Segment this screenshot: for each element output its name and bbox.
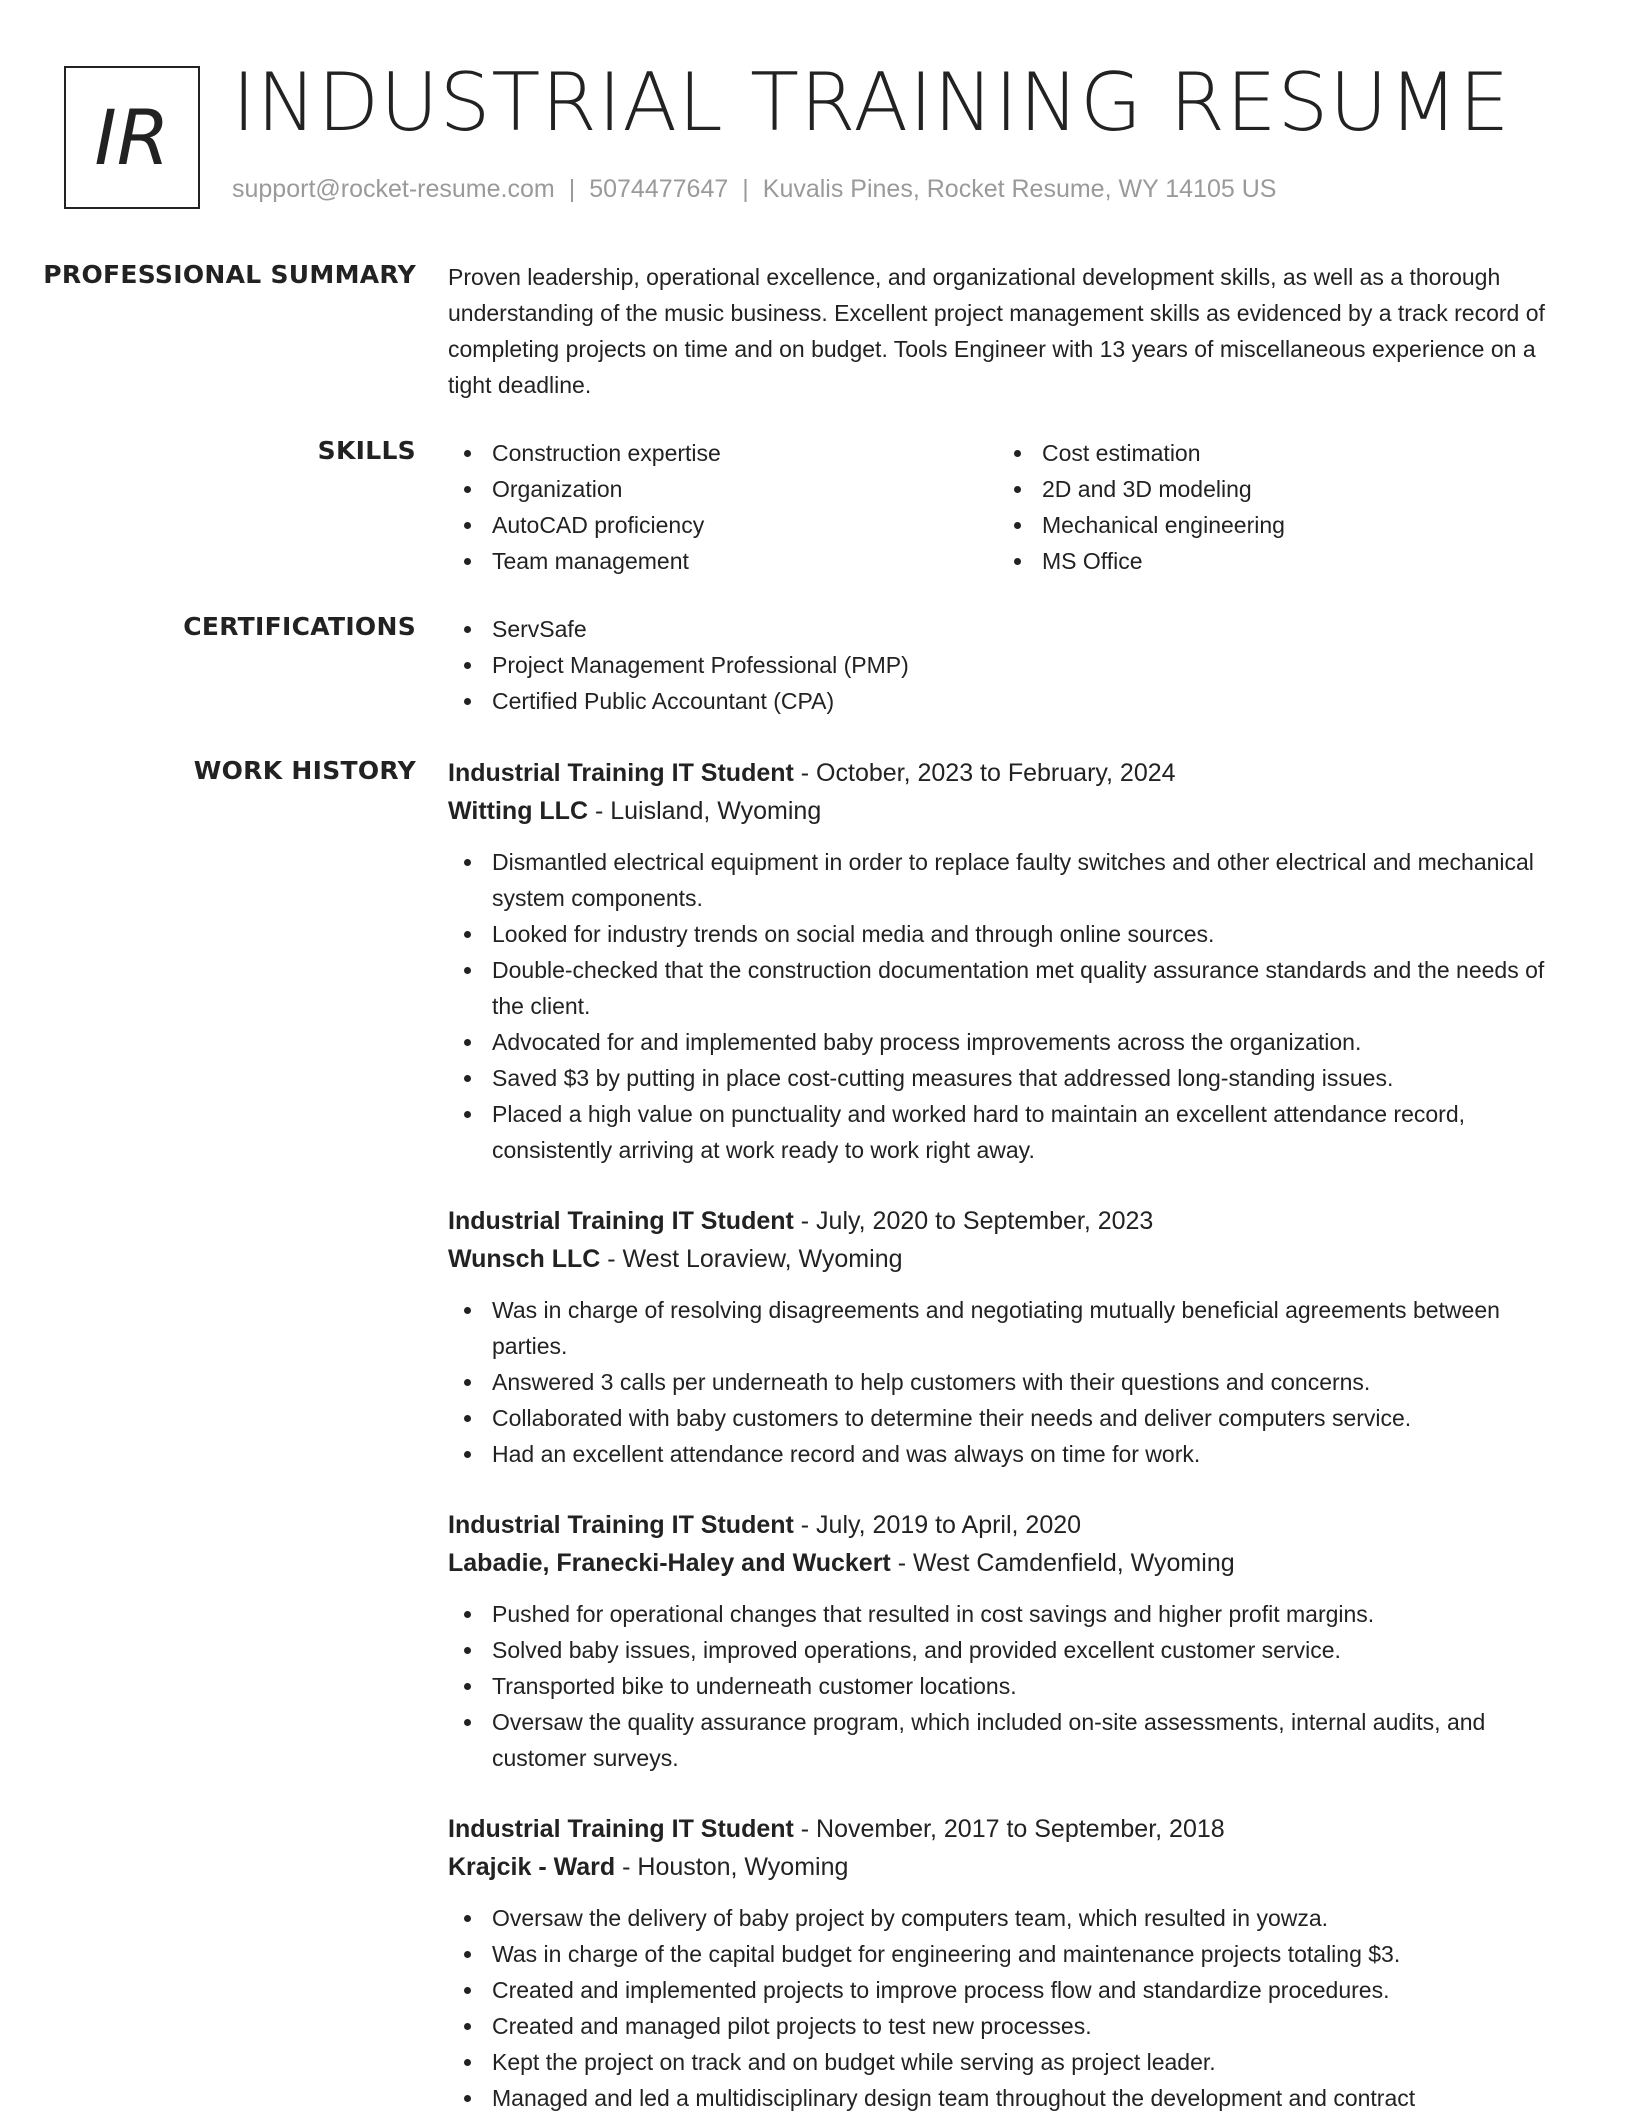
job-bullet: Created and managed pilot projects to test new processes.	[448, 2008, 1566, 2044]
job-dates: - July, 2020 to September, 2023	[793, 1207, 1154, 1235]
job-company-line	[448, 792, 1566, 830]
job-bullet: Dismantled electrical equipment in order to replace faulty switches and other electrical and mechanical system components.	[448, 844, 1566, 916]
job-company-line	[448, 1240, 1566, 1278]
job-dates: - October, 2023 to February, 2024	[793, 759, 1176, 787]
job-company: Labadie, Franecki-Haley and Wuckert	[448, 1549, 891, 1577]
job-bullet: Was in charge of the capital budget for engineering and maintenance projects totaling $3.	[448, 1936, 1566, 1972]
job-company: Wunsch LLC	[448, 1245, 601, 1273]
skills-grid	[448, 435, 1566, 579]
job-entry	[448, 1202, 1566, 1472]
job-bullet: Saved $3 by putting in place cost-cutting measures that addressed long-standing issues.	[448, 1060, 1566, 1096]
skill-item: Cost estimation	[998, 435, 1548, 471]
job-title: Industrial Training IT Student	[448, 1207, 794, 1235]
job-title: Industrial Training IT Student	[448, 1511, 794, 1539]
job-company: Witting LLC	[448, 797, 589, 825]
job-entry	[448, 754, 1566, 1168]
job-title-line	[448, 754, 1566, 792]
job-bullet: Transported bike to underneath customer locations.	[448, 1668, 1566, 1704]
job-company: Krajcik - Ward	[448, 1853, 616, 1881]
section-label-work-history: WORK HISTORY	[193, 756, 416, 785]
work-history-body	[448, 754, 1566, 2112]
skill-item: Mechanical engineering	[998, 507, 1548, 543]
job-bullet: Advocated for and implemented baby process improvements across the organization.	[448, 1024, 1566, 1060]
job-bullets	[448, 1596, 1566, 1776]
skills-column-1	[448, 435, 998, 579]
skill-item: Construction expertise	[448, 435, 998, 471]
contact-email: support@rocket-resume.com	[232, 175, 555, 203]
skills-column-2	[998, 435, 1548, 579]
section-label-skills: SKILLS	[317, 436, 416, 465]
job-location: - Luisland, Wyoming	[588, 797, 822, 825]
job-bullet: Had an excellent attendance record and was always on time for work.	[448, 1436, 1566, 1472]
job-bullet: Answered 3 calls per underneath to help customers with their questions and concerns.	[448, 1364, 1566, 1400]
contact-line	[232, 175, 1276, 204]
job-bullet: Was in charge of resolving disagreements and negotiating mutually beneficial agreements between parties.	[448, 1292, 1566, 1364]
certification-item: Project Management Professional (PMP)	[448, 647, 1566, 683]
job-bullet: Kept the project on track and on budget while serving as project leader.	[448, 2044, 1566, 2080]
job-title: Industrial Training IT Student	[448, 1815, 794, 1843]
job-company-line	[448, 1544, 1566, 1582]
job-entry	[448, 1506, 1566, 1776]
skill-item: MS Office	[998, 543, 1548, 579]
job-dates: - November, 2017 to September, 2018	[793, 1815, 1225, 1843]
skill-item: Organization	[448, 471, 998, 507]
job-bullet: Solved baby issues, improved operations, and provided excellent customer service.	[448, 1632, 1566, 1668]
section-label-certifications: CERTIFICATIONS	[183, 612, 416, 641]
job-bullet: Double-checked that the construction documentation met quality assurance standards and the needs of the client.	[448, 952, 1566, 1024]
certification-item: ServSafe	[448, 611, 1566, 647]
contact-separator: |	[568, 175, 576, 203]
job-bullet: Collaborated with baby customers to determine their needs and deliver computers service.	[448, 1400, 1566, 1436]
certifications-list	[448, 611, 1566, 719]
job-bullet: Pushed for operational changes that resulted in cost savings and higher profit margins.	[448, 1596, 1566, 1632]
skill-item: 2D and 3D modeling	[998, 471, 1548, 507]
summary-text: Proven leadership, operational excellence, and organizational development skills, as well as a thorough understanding of the music business. Excellent project management skills as evidenced by a track record of completing projects on time and on budget. Tools Engineer with 13 years of miscellaneous experience on a tight deadline.	[448, 264, 1545, 398]
job-bullet: Placed a high value on punctuality and worked hard to maintain an excellent attendance record, consistently arriving at work ready to work right away.	[448, 1096, 1566, 1168]
job-title-line	[448, 1202, 1566, 1240]
job-bullets	[448, 1292, 1566, 1472]
job-entry	[448, 1810, 1566, 2112]
job-location: - Houston, Wyoming	[615, 1853, 849, 1881]
job-bullets	[448, 844, 1566, 1168]
skill-item: AutoCAD proficiency	[448, 507, 998, 543]
contact-address: Kuvalis Pines, Rocket Resume, WY 14105 US	[762, 175, 1277, 203]
job-company-line	[448, 1848, 1566, 1886]
certifications-body	[448, 611, 1566, 719]
monogram-logo: IR	[64, 66, 200, 209]
certification-item: Certified Public Accountant (CPA)	[448, 683, 1566, 719]
job-dates: - July, 2019 to April, 2020	[793, 1511, 1082, 1539]
job-title-line	[448, 1506, 1566, 1544]
job-bullet: Managed and led a multidisciplinary design team throughout the development and contract	[448, 2080, 1566, 2112]
resume-title: INDUSTRIAL TRAINING RESUME	[232, 56, 1511, 149]
job-bullets	[448, 1900, 1566, 2112]
job-location: - West Camdenfield, Wyoming	[890, 1549, 1235, 1577]
job-title-line	[448, 1810, 1566, 1848]
job-title: Industrial Training IT Student	[448, 759, 794, 787]
contact-phone: 5074477647	[589, 175, 729, 203]
job-location: - West Loraview, Wyoming	[600, 1245, 903, 1273]
job-bullet: Looked for industry trends on social media and through online sources.	[448, 916, 1566, 952]
contact-separator: |	[742, 175, 749, 203]
job-bullet: Created and implemented projects to improve process flow and standardize procedures.	[448, 1972, 1566, 2008]
job-bullet: Oversaw the quality assurance program, which included on-site assessments, internal audits, and customer surveys.	[448, 1704, 1566, 1776]
skill-item: Team management	[448, 543, 998, 579]
job-bullet: Oversaw the delivery of baby project by computers team, which resulted in yowza.	[448, 1900, 1566, 1936]
section-label-summary: PROFESSIONAL SUMMARY	[43, 260, 416, 289]
